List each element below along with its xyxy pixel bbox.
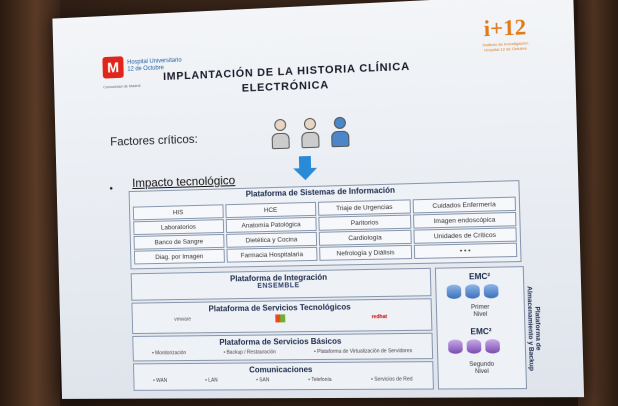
sistema-cell: Nefrología y Diálisis [319,245,412,261]
disk-icon [485,339,500,353]
disk-icon [465,284,480,298]
emc-logo-2: EMC² [470,326,492,337]
sistema-cell: Farmacia Hospitalaria [226,247,317,263]
sistema-cell: HCE [225,202,316,218]
hospital-name-line2: 12 de Octubre [127,65,164,73]
sistema-cell: Dietética y Cocina [226,232,317,248]
surgeon-icon [331,117,350,146]
sistema-cell: Cuidados Enfermería [413,197,516,214]
projected-slide [52,0,584,399]
storage-panel: EMC² Primer Nivel EMC² Segundo Nivel [435,266,527,389]
platform-sistemas-title: Plataforma de Sistemas de Información [245,185,396,199]
sistema-cell: Banco de Sangre [134,234,225,250]
hospital-m-icon: M [102,56,123,78]
sistema-cell: Laboratorios [133,219,224,235]
platform-integracion: Plataforma de Integración ENSEMBLE [131,268,432,301]
comunidad-label: Comunidad de Madrid [103,82,141,90]
bullet: • [109,183,113,195]
platform-basicos: Plataforma de Servicios Básicos • Monitorización • Backup / Restauración • Plataforma de Virtualización de Servidores [132,333,433,362]
sistema-cell: Paritorios [318,215,411,231]
sistema-cell: Diag. por Imagen [134,249,225,265]
platform-tecnologicos: Plataforma de Servicios Tecnológicos vmware redhat [131,298,432,334]
instituto-logo [473,13,536,53]
hospital-name-line1: Hospital Universitario [127,57,182,66]
impacto-heading: Impacto tecnológico [132,173,236,191]
sistema-cell: Triaje de Urgencias [318,199,411,215]
vmware-logo: vmware [174,316,192,323]
sistema-cell: HIS [133,204,224,220]
disk-icon [448,340,463,354]
factores-heading: Factores críticos: [110,131,198,149]
sistema-cell: Unidades de Críticos [413,227,516,244]
redhat-logo: redhat [371,314,388,321]
instituto-line1: Instituto de Investigación [482,40,529,48]
emc-logo-1: EMC² [468,271,491,282]
disk-icon [484,284,499,299]
sistema-cell: Imagen endoscópica [413,212,516,229]
instituto-line2: Hospital 12 de Octubre [484,45,527,53]
platform-comunicaciones: Comunicaciones • WAN • LAN • SAN • Telefonía • Servicios de Red [133,361,434,391]
curtain-right [578,0,618,406]
slide-title: IMPLANTACIÓN DE LA HISTORIA CLÍNICA ELECTRÓNICA [162,60,411,95]
people-icons [271,117,349,148]
disk-icon [467,339,482,353]
nurse-icon [301,118,320,147]
instituto-mark: i+12 [483,13,527,42]
sistema-cell: Anatomía Patológica [226,217,317,233]
sistema-cell: Cardiología [319,230,412,246]
sistema-cell: • • • [414,243,517,259]
disk-icon [447,285,462,299]
ensemble-logo: ENSEMBLE [257,282,300,290]
windows-icon [275,314,285,322]
curtain-left [0,0,60,406]
doctor-icon [271,119,289,148]
storage-vertical-title: Plataforma de Almacenamiento y Backup [525,286,542,372]
